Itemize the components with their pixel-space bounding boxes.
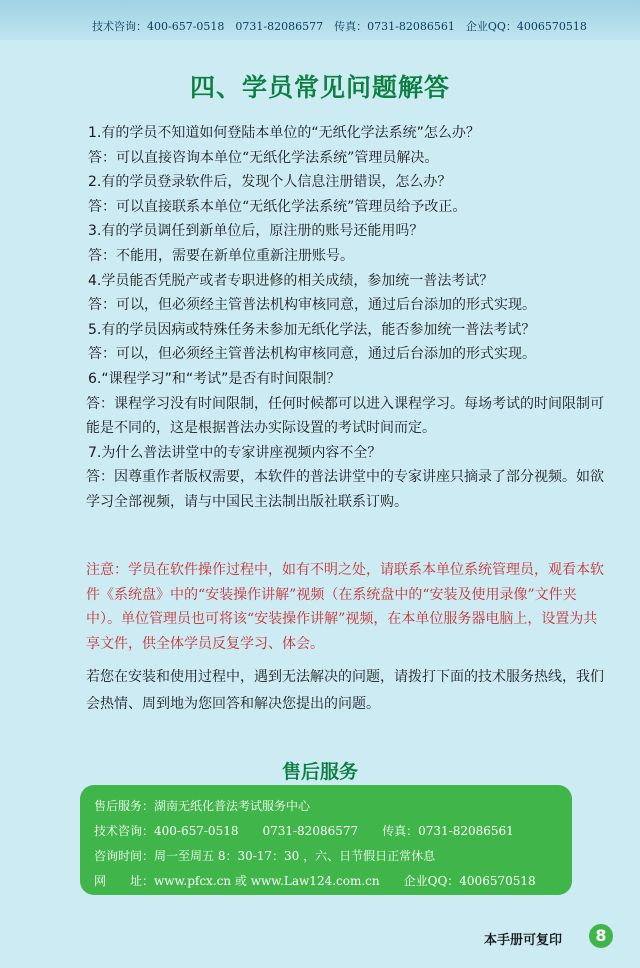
faq-question: 1.有的学员不知道如何登陆本单位的“无纸化学法系统”怎么办？ (88, 125, 480, 141)
faq-item (88, 318, 608, 367)
header-contact-line: 技术咨询：400-657-0518 0731-82086577 传真：0731-82086561 企业QQ：4006570518 (92, 20, 587, 33)
faq-answer: 答：课程学习没有时间限制，任何时候都可以进入课程学习。每场考试的时间限制可能是不同的，这是根据普法办实际设置的考试时间而定。 (86, 395, 604, 437)
faq-item (88, 121, 608, 170)
faq-question: 2.有的学员登录软件后，发现个人信息注册错误，怎么办？ (88, 174, 452, 191)
faq-question: 4.学员能否凭脱产或者专职进修的相关成绩，参加统一普法考试？ (88, 272, 494, 289)
faq-question: 6.“课程学习”和“考试”是否有时间限制？ (88, 370, 341, 387)
faq-answer: 答：可以直接咨询本单位“无纸化学法系统”管理员解决。 (88, 149, 439, 166)
faq-question: 3.有的学员调任到新单位后，原注册的账号还能用吗？ (88, 223, 424, 240)
faq-item (88, 269, 608, 318)
service-title: 售后服务 (281, 761, 358, 783)
page-number-badge: 8 (589, 924, 613, 948)
notice-paragraph: 注意：学员在软件操作过程中，如有不明之处，请联系本单位系统管理员，观看本软件《系统盘》中的“安装操作讲解”视频（在系统盘中的“安装及使用录像”文件夹中）。单位管理员也可将该“安装操作讲解”视频，在本单位服务器电脑上，设置为共享文件，供全体学员反复学习、体会。 (86, 562, 604, 652)
faq-answer: 答：可以，但必须经主管普法机构审核同意，通过后台添加的形式实现。 (88, 346, 536, 363)
faq-list (88, 121, 608, 515)
faq-answer: 答：可以，但必须经主管普法机构审核同意，通过后台添加的形式实现。 (88, 297, 536, 314)
faq-answer: 答：可以直接联系本单位“无纸化学法系统”管理员给予改正。 (88, 198, 467, 215)
faq-question: 7.为什么普法讲堂中的专家讲座视频内容不全？ (88, 444, 382, 461)
faq-question: 5.有的学员因病或特殊任务未参加无纸化学法，能否参加统一普法考试？ (88, 321, 536, 338)
faq-item (88, 219, 608, 268)
service-row-phone: 技术咨询：400-657-0518 0731-82086577 传真：0731-82086561 (94, 824, 514, 838)
footer-note: 本手册可复印 (484, 933, 563, 948)
service-row-center: 售后服务：湖南无纸化普法考试服务中心 (94, 799, 311, 813)
service-row-hours: 咨询时间：周一至周五 8：30-17：30 ，六、日节假日正常休息 (94, 849, 436, 863)
faq-answer: 答：因尊重作者版权需要，本软件的普法讲堂中的专家讲座只摘录了部分视频。如欲学习全部视频，请与中国民主法制出版社联系订购。 (86, 469, 604, 510)
header-bar (0, 0, 640, 40)
faq-item (88, 170, 608, 219)
faq-item (88, 367, 608, 441)
page-title: 四、学员常见问题解答 (189, 73, 450, 102)
service-info-box (80, 785, 572, 895)
faq-answer: 答：不能用，需要在新单位重新注册账号。 (88, 247, 354, 264)
closing-paragraph: 若您在安装和使用过程中，遇到无法解决的问题，请拨打下面的技术服务热线，我们会热情、周到地为您回答和解决您提出的问题。 (86, 669, 604, 712)
service-row-website: 网 址：www.pfcx.cn 或 www.Law124.com.cn 企业QQ：4006570518 (94, 874, 536, 888)
faq-item (88, 441, 608, 515)
